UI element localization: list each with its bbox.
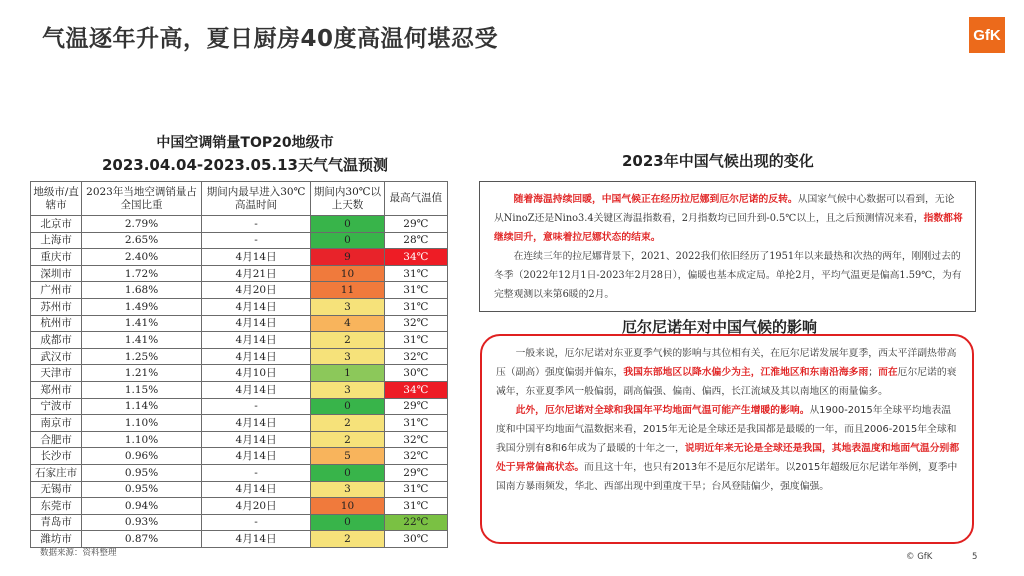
- cell-max-temp: 30℃: [384, 531, 447, 548]
- cell-days: 2: [311, 415, 384, 432]
- cell-city: 杭州市: [31, 315, 82, 332]
- cell-share: 1.72%: [82, 265, 202, 282]
- cell-max-temp: 29℃: [384, 398, 447, 415]
- table-title-2: 2023.04.04-2023.05.13天气气温预测: [101, 156, 388, 174]
- cell-max-temp: 29℃: [384, 464, 447, 481]
- cell-city: 青岛市: [31, 514, 82, 531]
- cell-days: 2: [311, 332, 384, 349]
- cell-share: 1.68%: [82, 282, 202, 299]
- table-header-row: [31, 182, 448, 216]
- cell-max-temp: 31℃: [384, 498, 447, 515]
- cell-days: 4: [311, 315, 384, 332]
- table-row: [31, 332, 448, 349]
- cell-days: 1: [311, 365, 384, 382]
- cell-first-date: 4月20日: [201, 498, 311, 515]
- copyright: © GfK: [906, 552, 933, 562]
- cell-city: 广州市: [31, 282, 82, 299]
- body-text: 一般来说，厄尔尼诺对东亚夏季气候的影响与其位相有关，在厄尔尼诺发展年夏季，西太平洋副热带高压（副高）强度偏弱并偏东，: [496, 348, 957, 378]
- cell-max-temp: 31℃: [384, 332, 447, 349]
- cell-max-temp: 28℃: [384, 232, 447, 249]
- table-row: [31, 315, 448, 332]
- cell-city: 上海市: [31, 232, 82, 249]
- cell-max-temp: 31℃: [384, 298, 447, 315]
- table-row: [31, 232, 448, 249]
- city-weather-table: [30, 181, 448, 548]
- cell-max-temp: 22℃: [384, 514, 447, 531]
- table-row: [31, 216, 448, 233]
- cell-first-date: 4月14日: [201, 298, 311, 315]
- cell-share: 1.41%: [82, 332, 202, 349]
- cell-share: 1.41%: [82, 315, 202, 332]
- section2-paragraph-2: [496, 401, 960, 496]
- cell-max-temp: 34℃: [384, 381, 447, 398]
- page-number: 5: [972, 552, 978, 562]
- cell-days: 3: [311, 298, 384, 315]
- header-days: 期间内30℃以上天数: [311, 182, 384, 216]
- data-source: 数据来源：资料整理: [40, 548, 117, 558]
- cell-city: 东莞市: [31, 498, 82, 515]
- highlight-text: 此外，厄尔尼诺对全球和我国年平均地面气温可能产生增暖的影响。: [515, 405, 810, 416]
- cell-city: 南京市: [31, 415, 82, 432]
- cell-share: 1.49%: [82, 298, 202, 315]
- cell-first-date: 4月14日: [201, 415, 311, 432]
- cell-first-date: -: [201, 216, 311, 233]
- cell-share: 1.10%: [82, 431, 202, 448]
- body-text: 厄尔尼诺的衰减年，东亚夏季风一般偏弱，副高偏强、偏南、偏西，长江流域及其以南地区的雨量偏多。: [496, 367, 957, 397]
- table-row: [31, 265, 448, 282]
- cell-city: 重庆市: [31, 249, 82, 266]
- cell-days: 3: [311, 348, 384, 365]
- table-row: [31, 249, 448, 266]
- cell-max-temp: 30℃: [384, 365, 447, 382]
- highlight-text: 说明近年来无论是全球还是我国，其地表温度和地面气温分别都处于异常偏高状态。: [496, 443, 960, 473]
- cell-first-date: 4月14日: [201, 315, 311, 332]
- cell-first-date: 4月14日: [201, 381, 311, 398]
- table-title-1: 中国空调销量TOP20地级市: [156, 135, 334, 151]
- header-max-temp: 最高气温值: [384, 182, 447, 216]
- cell-share: 2.65%: [82, 232, 202, 249]
- cell-days: 0: [311, 514, 384, 531]
- cell-city: 潍坊市: [31, 531, 82, 548]
- cell-first-date: 4月14日: [201, 348, 311, 365]
- cell-max-temp: 32℃: [384, 431, 447, 448]
- cell-days: 10: [311, 498, 384, 515]
- cell-max-temp: 34℃: [384, 249, 447, 266]
- cell-days: 10: [311, 265, 384, 282]
- table-row: [31, 298, 448, 315]
- section2-heading: 厄尔尼诺年对中国气候的影响: [622, 318, 818, 336]
- table-row: [31, 514, 448, 531]
- cell-city: 无锡市: [31, 481, 82, 498]
- header-city: 地级市/直辖市: [31, 182, 82, 216]
- body-text: 从1900-2015年全球平均地表温度和中国平均地面气温数据来看，2015年无论是全球还是我国都是最暖的一年，而且2006-2015年全球和我国分别有8和6年成为了最暖的十年之一，: [496, 405, 957, 454]
- cell-share: 0.94%: [82, 498, 202, 515]
- table-row: [31, 365, 448, 382]
- table-row: [31, 348, 448, 365]
- cell-city: 石家庄市: [31, 464, 82, 481]
- cell-max-temp: 32℃: [384, 348, 447, 365]
- table-row: [31, 498, 448, 515]
- cell-max-temp: 31℃: [384, 265, 447, 282]
- cell-max-temp: 31℃: [384, 415, 447, 432]
- cell-city: 成都市: [31, 332, 82, 349]
- table-row: [31, 381, 448, 398]
- cell-first-date: 4月14日: [201, 249, 311, 266]
- table-row: [31, 431, 448, 448]
- section2-paragraph-1: [496, 344, 960, 401]
- table-row: [31, 481, 448, 498]
- cell-share: 0.87%: [82, 531, 202, 548]
- cell-days: 2: [311, 431, 384, 448]
- cell-days: 11: [311, 282, 384, 299]
- cell-share: 1.14%: [82, 398, 202, 415]
- cell-first-date: -: [201, 464, 311, 481]
- cell-days: 9: [311, 249, 384, 266]
- header-first-date: 期间内最早进入30℃高温时间: [201, 182, 311, 216]
- table-row: [31, 464, 448, 481]
- cell-share: 0.96%: [82, 448, 202, 465]
- cell-city: 北京市: [31, 216, 82, 233]
- cell-max-temp: 31℃: [384, 282, 447, 299]
- table-row: [31, 415, 448, 432]
- cell-days: 3: [311, 481, 384, 498]
- cell-first-date: 4月14日: [201, 481, 311, 498]
- gfk-logo: GfK: [969, 17, 1005, 53]
- header-share: 2023年当地空调销量占全国比重: [82, 182, 202, 216]
- cell-share: 1.15%: [82, 381, 202, 398]
- cell-max-temp: 32℃: [384, 448, 447, 465]
- cell-days: 0: [311, 216, 384, 233]
- cell-share: 1.10%: [82, 415, 202, 432]
- cell-first-date: 4月14日: [201, 531, 311, 548]
- body-text: ；: [868, 367, 879, 378]
- cell-city: 武汉市: [31, 348, 82, 365]
- page-title: 气温逐年升高，夏日厨房40度高温何堪忍受: [42, 26, 499, 52]
- el-nino-impact-box: [480, 334, 974, 544]
- cell-first-date: -: [201, 398, 311, 415]
- cell-city: 长沙市: [31, 448, 82, 465]
- body-text: 从国家气候中心数据可以看到，无论从NinoZ还是Nino3.4关键区海温指数看，2月指数均已回升到-0.5℃以上，且之后预测情况来看，: [494, 194, 955, 224]
- cell-city: 苏州市: [31, 298, 82, 315]
- cell-share: 1.21%: [82, 365, 202, 382]
- cell-first-date: -: [201, 232, 311, 249]
- highlight-text: 而在: [878, 367, 898, 378]
- cell-share: 2.40%: [82, 249, 202, 266]
- cell-days: 0: [311, 464, 384, 481]
- cell-max-temp: 32℃: [384, 315, 447, 332]
- table-row: [31, 531, 448, 548]
- cell-first-date: 4月10日: [201, 365, 311, 382]
- section1-paragraph-2: 在连续三年的拉尼娜背景下，2021、2022我们依旧经历了1951年以来最热和次热的两年，刚刚过去的冬季（2022年12月1日-2023年2月28日），偏暖也基本成定局。单抡2月，平均气温更是偏高1.59℃，为有完整观测以来第6暖的2月。: [494, 251, 962, 300]
- body-text: 而且这十年，也只有2013年不是厄尔尼诺年。以2015年超级厄尔尼诺年举例，夏季中国南方暴雨频发，华北、西部出现中到重度干旱；台风登陆偏少，强度偏强。: [496, 462, 958, 492]
- highlight-text: 随着海温持续回暖，中国气候正在经历拉尼娜到厄尔尼诺的反转。: [513, 194, 798, 205]
- cell-first-date: 4月14日: [201, 448, 311, 465]
- cell-city: 宁波市: [31, 398, 82, 415]
- table-row: [31, 398, 448, 415]
- cell-days: 0: [311, 398, 384, 415]
- cell-share: 0.95%: [82, 481, 202, 498]
- cell-max-temp: 31℃: [384, 481, 447, 498]
- cell-max-temp: 29℃: [384, 216, 447, 233]
- cell-days: 5: [311, 448, 384, 465]
- cell-first-date: 4月21日: [201, 265, 311, 282]
- cell-days: 3: [311, 381, 384, 398]
- climate-change-box: [479, 181, 976, 312]
- cell-first-date: 4月14日: [201, 431, 311, 448]
- cell-first-date: -: [201, 514, 311, 531]
- cell-share: 1.25%: [82, 348, 202, 365]
- cell-first-date: 4月20日: [201, 282, 311, 299]
- cell-share: 0.95%: [82, 464, 202, 481]
- section1-paragraph-1: [494, 190, 963, 247]
- cell-city: 深圳市: [31, 265, 82, 282]
- cell-days: 0: [311, 232, 384, 249]
- cell-first-date: 4月14日: [201, 332, 311, 349]
- cell-city: 郑州市: [31, 381, 82, 398]
- cell-city: 合肥市: [31, 431, 82, 448]
- table-row: [31, 448, 448, 465]
- cell-share: 2.79%: [82, 216, 202, 233]
- section1-heading: 2023年中国气候出现的变化: [622, 152, 814, 170]
- table-row: [31, 282, 448, 299]
- highlight-text: 我国东部地区以降水偏少为主，江淮地区和东南沿海多雨: [623, 367, 869, 378]
- highlight-text: 指数都将继续回升，意味着拉尼娜状态的结束。: [494, 213, 963, 243]
- cell-city: 天津市: [31, 365, 82, 382]
- cell-days: 2: [311, 531, 384, 548]
- cell-share: 0.93%: [82, 514, 202, 531]
